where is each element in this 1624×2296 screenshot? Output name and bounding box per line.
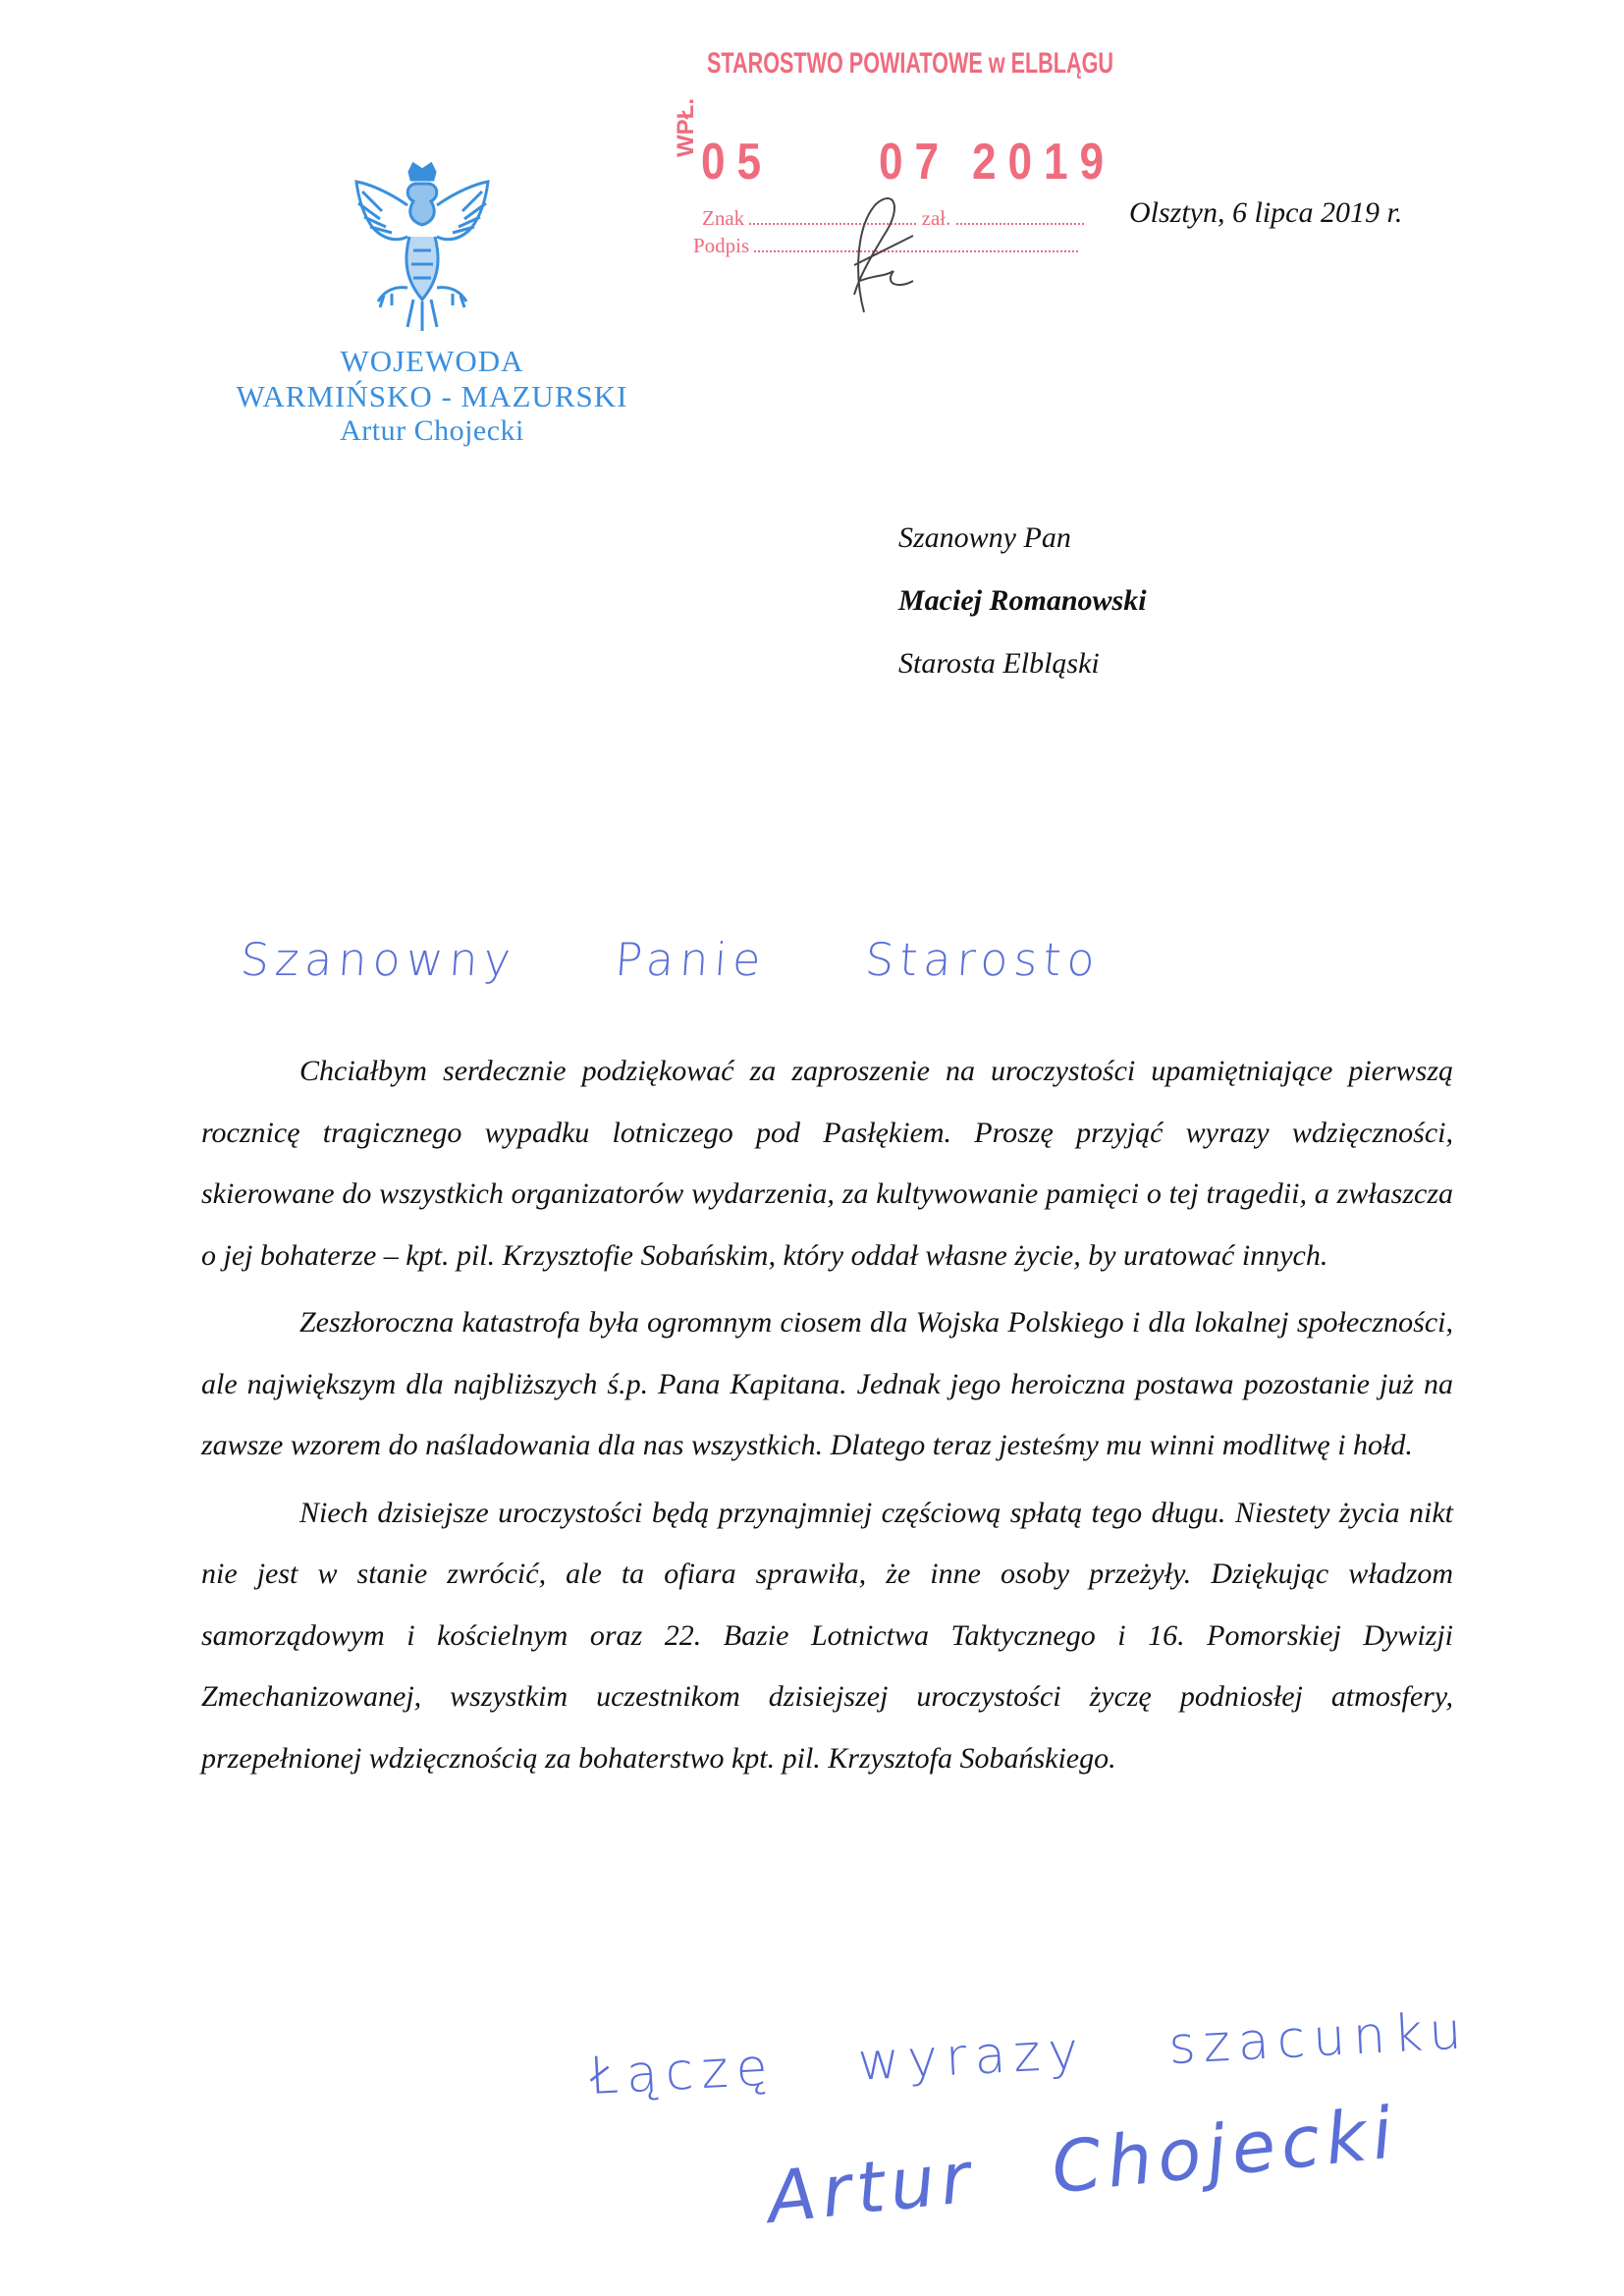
letter-body	[201, 1041, 1453, 1795]
body-paragraph: Zeszłoroczna katastrofa była ogromnym ciosem dla Wojska Polskiego i dla lokalnej społeczności, ale największym dla najbliższych ś.p. Pana Kapitana. Jednak jego heroiczna postawa pozostanie już na zawsze wzorem do naśladowania dla nas wszystkich. Dlatego teraz jesteśmy mu winni modlitwę i hołd.	[201, 1306, 1453, 1461]
salutation-word: Szanowny	[239, 933, 518, 986]
handwritten-closing	[588, 1998, 1530, 2106]
addressee-name: Maciej Romanowski	[898, 584, 1147, 617]
stamp-initials-signature-icon	[825, 187, 933, 324]
body-paragraph: Chciałbym serdecznie podziękować za zaproszenie na uroczystości upamiętniające pierwszą rocznicę tragicznego wypadku lotniczego pod Pasłękiem. Proszę przyjąć wyrazy wdzięczności, skierowane do wszystkich organizatorów wydarzenia, za kultywowanie pamięci o tej tragedii, a zwłaszcza o jej bohaterze – kpt. pil. Krzysztofie Sobańskim, który oddał własne życie, by uratować innych.	[201, 1055, 1453, 1272]
body-paragraph: Niech dzisiejsze uroczystości będą przynajmniej częściową spłatą tego długu. Niestety życia nikt nie jest w stanie zwrócić, ale ta ofiara sprawiła, że inne osoby przeżyły. Dziękując władzom samorządowym i kościelnym oraz 22. Bazie Lotnictwa Taktycznego i 16. Pomorskiej Dywizji Zmechanizowanej, wszystkim uczestnikom dzisiejszej uroczystości życzę podniosłej atmosfery, przepełnionej wdzięcznością za bohaterstwo kpt. pil. Krzysztofa Sobańskiego.	[201, 1496, 1453, 1775]
signature-last-name: Chojecki	[1048, 2091, 1402, 2210]
stamp-month: 07	[879, 134, 950, 191]
closing-word: Łączę	[588, 2038, 777, 2106]
stamp-office-name: STAROSTWO POWIATOWE w ELBLĄGU	[707, 47, 1113, 80]
office-title	[196, 344, 668, 448]
office-title-line1: WOJEWODA	[340, 344, 524, 378]
stamp-received-label: WPŁ.	[673, 98, 699, 157]
addressee-block	[898, 519, 1147, 707]
addressee-position: Starosta Elbląski	[898, 647, 1100, 680]
stamp-dotted-line	[956, 209, 1084, 225]
signature-first-name: Artur	[763, 2135, 980, 2240]
handwritten-signature	[764, 2086, 1451, 2239]
eagle-emblem-icon	[349, 162, 496, 334]
stamp-field-sign-label: Znak	[702, 206, 745, 230]
stamp-field-signature-label: Podpis	[693, 234, 750, 257]
stamp-day: 05	[701, 134, 773, 191]
stamp-field-attachments-label: zał.	[921, 206, 951, 230]
addressee-greeting: Szanowny Pan	[898, 521, 1071, 554]
official-name: Artur Chojecki	[340, 414, 524, 447]
handwritten-salutation	[239, 933, 1181, 986]
closing-word: szacunku	[1166, 2001, 1471, 2077]
closing-word: wyrazy	[856, 2021, 1088, 2093]
office-title-line2: WARMIŃSKO - MAZURSKI	[236, 379, 628, 413]
salutation-word: Panie	[613, 933, 769, 986]
salutation-word: Starosto	[863, 933, 1103, 986]
stamp-year: 2019	[972, 134, 1115, 191]
place-and-date: Olsztyn, 6 lipca 2019 r.	[1129, 196, 1403, 229]
